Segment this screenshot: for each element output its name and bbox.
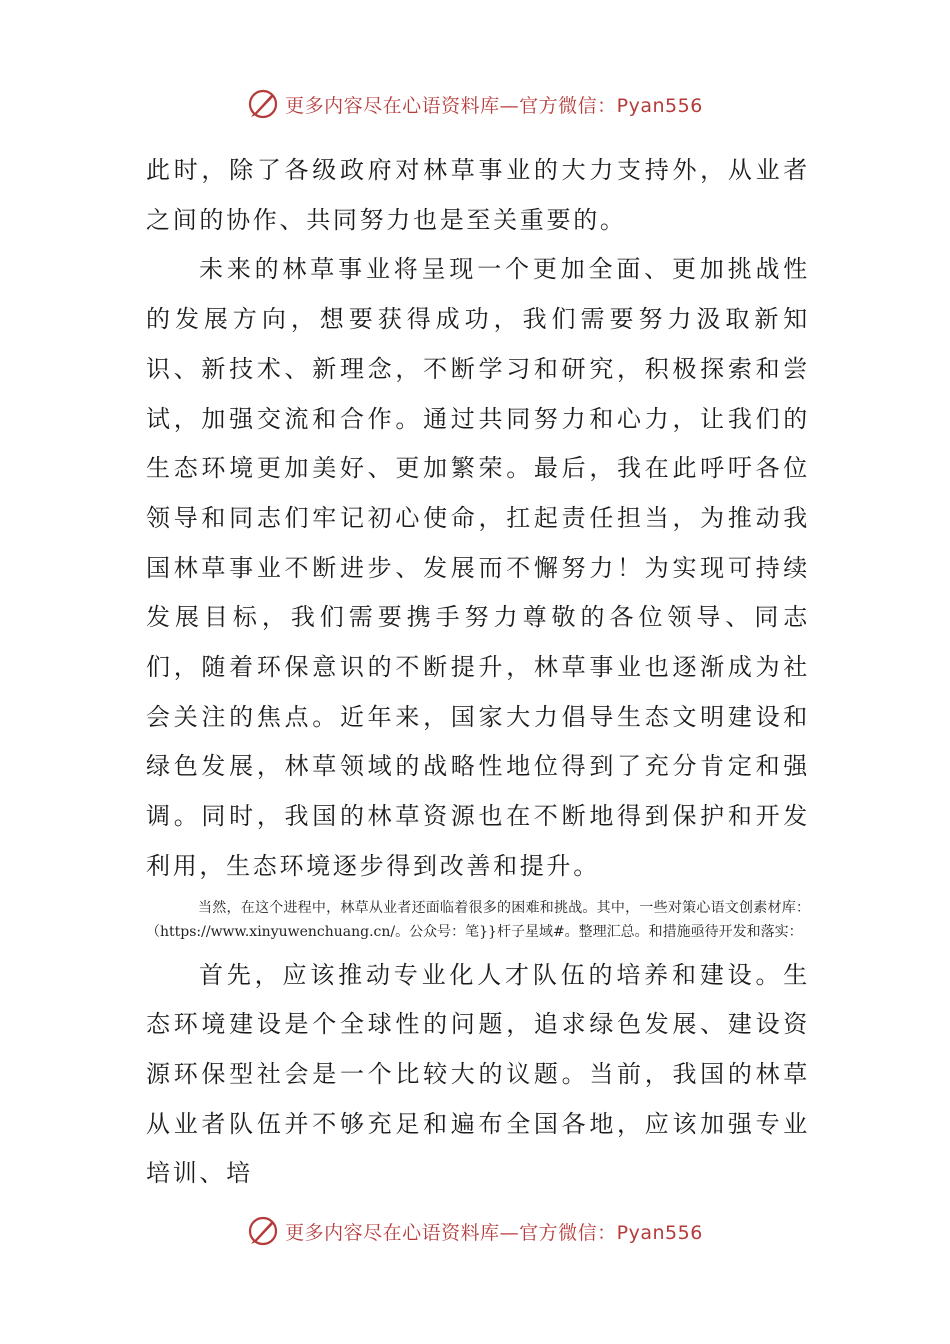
header-wechat-handle: Pyan556 (616, 94, 703, 117)
paragraph-3-footnote: 当然，在这个进程中，林草从业者还面临着很多的困难和挑战。其中，一些对策心语文创素材库：（https://www.xinyuwenchuang.cn/。公众号：笔}}杆子星域#。整理汇总。和措施亟待开发和落实： (146, 899, 810, 941)
document-body (146, 146, 810, 1199)
paragraph-4: 首先，应该推动专业化人才队伍的培养和建设。生态环境建设是个全球性的问题，追求绿色发展、建设资源环保型社会是一个比较大的议题。当前，我国的林草从业者队伍并不够充足和遍布全国各地，应该加强专业培训、培 (146, 960, 810, 1188)
footer-banner (0, 1209, 950, 1253)
quill-logo-icon (247, 1215, 279, 1247)
quill-logo-icon (247, 88, 279, 120)
header-banner (0, 82, 950, 126)
paragraph-2: 未来的林草事业将呈现一个更加全面、更加挑战性的发展方向，想要获得成功，我们需要努力汲取新知识、新技术、新理念，不断学习和研究，积极探索和尝试，加强交流和合作。通过共同努力和心力，让我们的生态环境更加美好、更加繁荣。最后，我在此呼吁各位领导和同志们牢记初心使命，扛起责任担当，为推动我国林草事业不断进步、发展而不懈努力！为实现可持续发展目标，我们需要携手努力尊敬的各位领导、同志们，随着环保意识的不断提升，林草事业也逐渐成为社会关注的焦点。近年来，国家大力倡导生态文明建设和绿色发展，林草领域的战略性地位得到了充分肯定和强调。同时，我国的林草资源也在不断地得到保护和开发利用，生态环境逐步得到改善和提升。 (146, 255, 810, 880)
paragraph-1: 此时，除了各级政府对林草事业的大力支持外，从业者之间的协作、共同努力也是至关重要的。 (146, 156, 810, 234)
footer-wechat-handle: Pyan556 (616, 1221, 703, 1244)
header-banner-text: 更多内容尽在心语资料库—官方微信：Pyan556 (285, 94, 703, 117)
footer-banner-text: 更多内容尽在心语资料库—官方微信：Pyan556 (285, 1221, 703, 1244)
